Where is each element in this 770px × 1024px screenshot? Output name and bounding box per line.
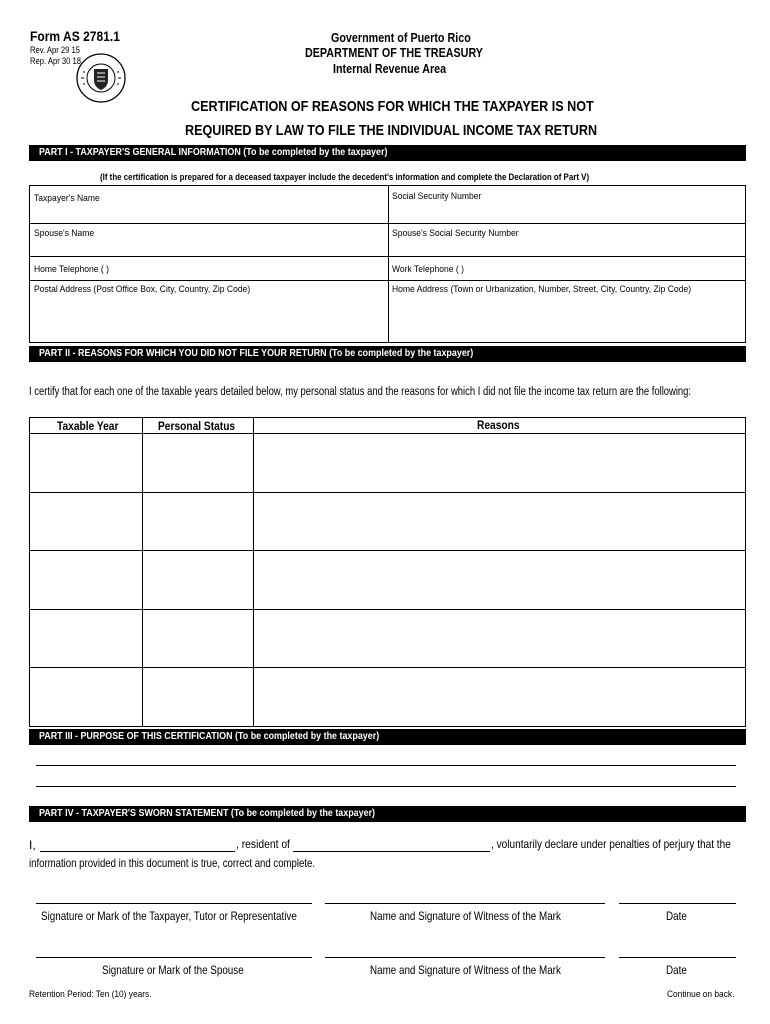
sworn-i-label: I, [29,838,36,852]
sworn-resident-of: , resident of [236,837,290,851]
part4-header [29,806,746,822]
purpose-line-1[interactable] [36,765,736,766]
witness2-label: Name and Signature of Witness of the Mark [370,963,561,977]
ssn-field[interactable]: Social Security Number [392,191,482,202]
certify-statement: I certify that for each one of the taxable years detailed below, my personal status and the reasons for which I did not file the income tax return are the following: [29,386,692,398]
form-title-line2: REQUIRED BY LAW TO FILE THE INDIVIDUAL INCOME TAX RETURN [185,122,598,139]
sworn-name-line[interactable] [40,851,235,852]
area-title: Internal Revenue Area [333,62,447,76]
witness1-label: Name and Signature of Witness of the Mark [370,909,561,923]
continue-on-back: Continue on back. [667,989,735,1000]
postal-address-field[interactable]: Postal Address (Post Office Box, City, Country, Zip Code) [34,284,251,295]
sworn-residence-line[interactable] [293,851,490,852]
date2-line[interactable] [619,957,736,958]
revision-date: Rev. Apr 29 15 [30,45,81,55]
col-personal-status: Personal Status [158,419,236,433]
sig-taxpayer-line[interactable] [36,903,312,904]
spouse-ssn-field[interactable]: Spouse's Social Security Number [392,228,519,239]
part3-header [29,729,746,745]
col-taxable-year: Taxable Year [57,419,119,433]
home-telephone-field[interactable]: Home Telephone ( ) [34,264,109,275]
part2-header-text: PART II - REASONS FOR WHICH YOU DID NOT FILE YOUR RETURN (To be completed by the taxpayer) [39,347,474,359]
retention-period: Retention Period: Ten (10) years. [29,989,152,1000]
taxpayer-name-field[interactable]: Taxpayer's Name [34,193,100,204]
purpose-line-2[interactable] [36,786,736,787]
date2-label: Date [666,963,687,977]
treasury-seal [75,52,127,104]
form-number: Form AS 2781.1 [30,28,120,44]
part3-header-text: PART III - PURPOSE OF THIS CERTIFICATION (To be completed by the taxpayer) [39,730,380,742]
date1-line[interactable] [619,903,736,904]
part2-header [29,346,746,362]
part4-header-text: PART IV - TAXPAYER'S SWORN STATEMENT (To be completed by the taxpayer) [39,807,376,819]
spouse-name-field[interactable]: Spouse's Name [34,228,95,239]
sig-spouse-label: Signature or Mark of the Spouse [102,963,244,977]
reprint-date: Rep. Apr 30 18 [30,56,82,66]
part1-note: (If the certification is prepared for a deceased taxpayer include the decedent's information and complete the Declaration of Part V) [100,172,590,182]
part1-header [29,145,746,161]
sig-spouse-line[interactable] [36,957,312,958]
witness2-line[interactable] [325,957,605,958]
department-title: DEPARTMENT OF THE TREASURY [305,46,483,60]
date1-label: Date [666,909,687,923]
home-address-field[interactable]: Home Address (Town or Urbanization, Number, Street, City, Country, Zip Code) [392,284,692,295]
form-title-line1: CERTIFICATION OF REASONS FOR WHICH THE TAXPAYER IS NOT [191,98,594,115]
work-telephone-field[interactable]: Work Telephone ( ) [392,264,464,275]
sig-taxpayer-label: Signature or Mark of the Taxpayer, Tutor or Representative [41,909,297,923]
witness1-line[interactable] [325,903,605,904]
government-title: Government of Puerto Rico [331,31,471,45]
col-reasons: Reasons [477,418,520,432]
part1-header-text: PART I - TAXPAYER'S GENERAL INFORMATION (To be completed by the taxpayer) [39,146,388,158]
sworn-voluntarily: , voluntarily declare under penalties of perjury that the [491,837,731,851]
sworn-info-line: information provided in this document is true, correct and complete. [29,856,316,870]
